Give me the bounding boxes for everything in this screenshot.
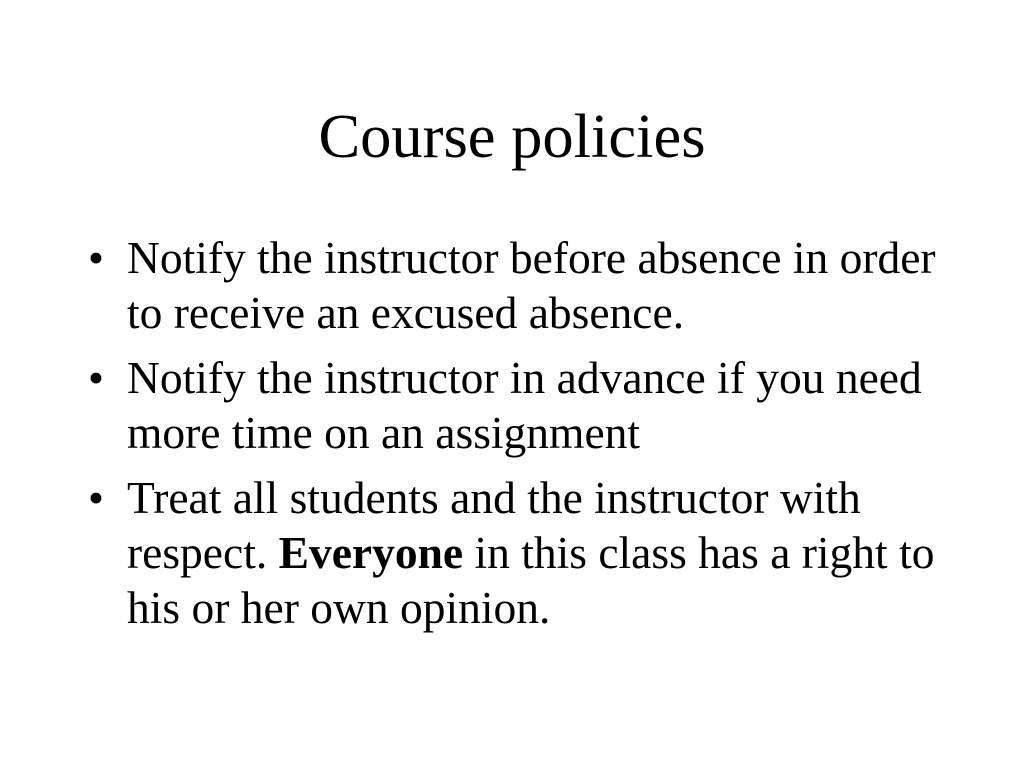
bullet-text xyxy=(127,470,955,635)
bullet-text: Notify the instructor before absence in order to receive an excused absence. xyxy=(127,232,936,338)
slide-title: Course policies xyxy=(318,101,706,171)
bullet-emphasis: Everyone xyxy=(278,527,464,578)
bullet-text-before: Treat all students and the instructor with respect. xyxy=(127,472,861,578)
bullet-item-respect xyxy=(88,470,955,635)
bullet-item-notify-absence xyxy=(88,230,955,340)
bullet-icon: • xyxy=(88,472,104,523)
bullet-icon: • xyxy=(88,232,104,283)
bullet-list xyxy=(88,230,955,645)
bullet-text: Notify the instructor in advance if you need more time on an assignment xyxy=(127,352,922,458)
bullet-text-after: in this class has a right to his or her own opinion. xyxy=(127,527,935,633)
bullet-item-notify-extension xyxy=(88,350,955,460)
bullet-icon: • xyxy=(88,352,104,403)
